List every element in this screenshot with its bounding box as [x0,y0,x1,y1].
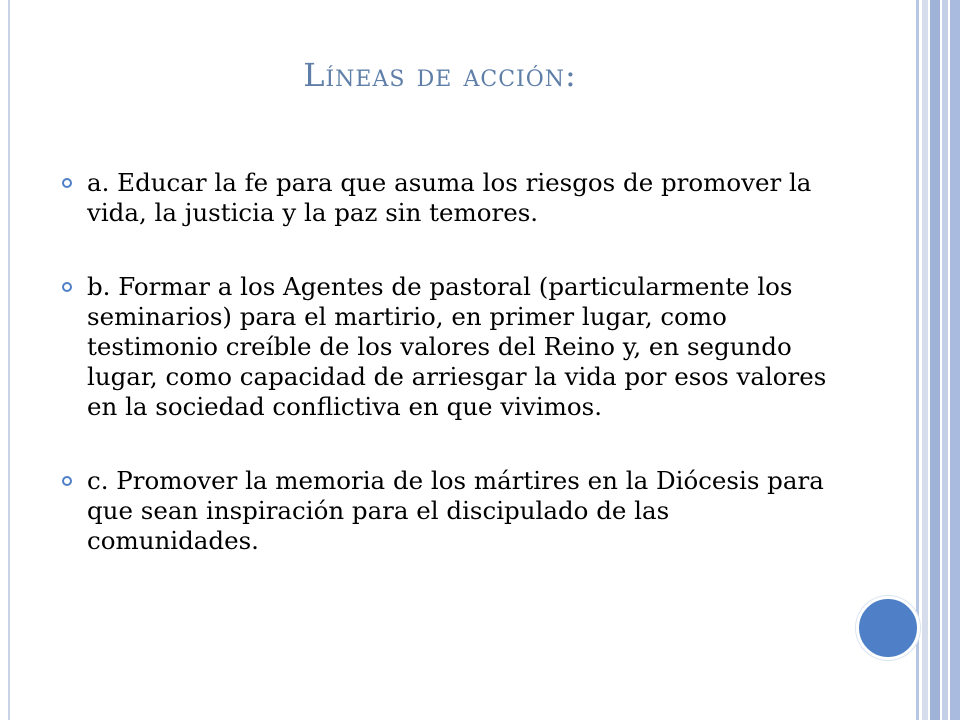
slide-title: Líneas de acción: [303,56,577,94]
decorative-bar [950,0,960,720]
decorative-bar [942,0,948,720]
decorative-bar [922,0,928,720]
list-item [62,272,842,422]
decorative-circle [856,596,920,660]
bullet-icon [62,282,72,292]
bullet-list [62,168,842,600]
bullet-icon [62,476,72,486]
decorative-bar [916,0,919,720]
decorative-bar [930,0,940,720]
bullet-icon [62,178,72,188]
bullet-text: a. Educar la fe para que asuma los riesgos de promover la vida, la justicia y la paz sin temores. [87,168,812,227]
list-item [62,466,842,556]
left-border-line [8,0,10,720]
bullet-text: c. Promover la memoria de los mártires en la Diócesis para que sean inspiración para el discipulado de las comunidades. [87,466,824,555]
bullet-text: b. Formar a los Agentes de pastoral (particularmente los seminarios) para el martirio, en primer lugar, como testimonio creíble de los valores del Reino y, en segundo lugar, como capacidad de arriesgar la vida por esos valores en la sociedad conflictiva en que vivimos. [87,272,827,421]
list-item [62,168,842,228]
